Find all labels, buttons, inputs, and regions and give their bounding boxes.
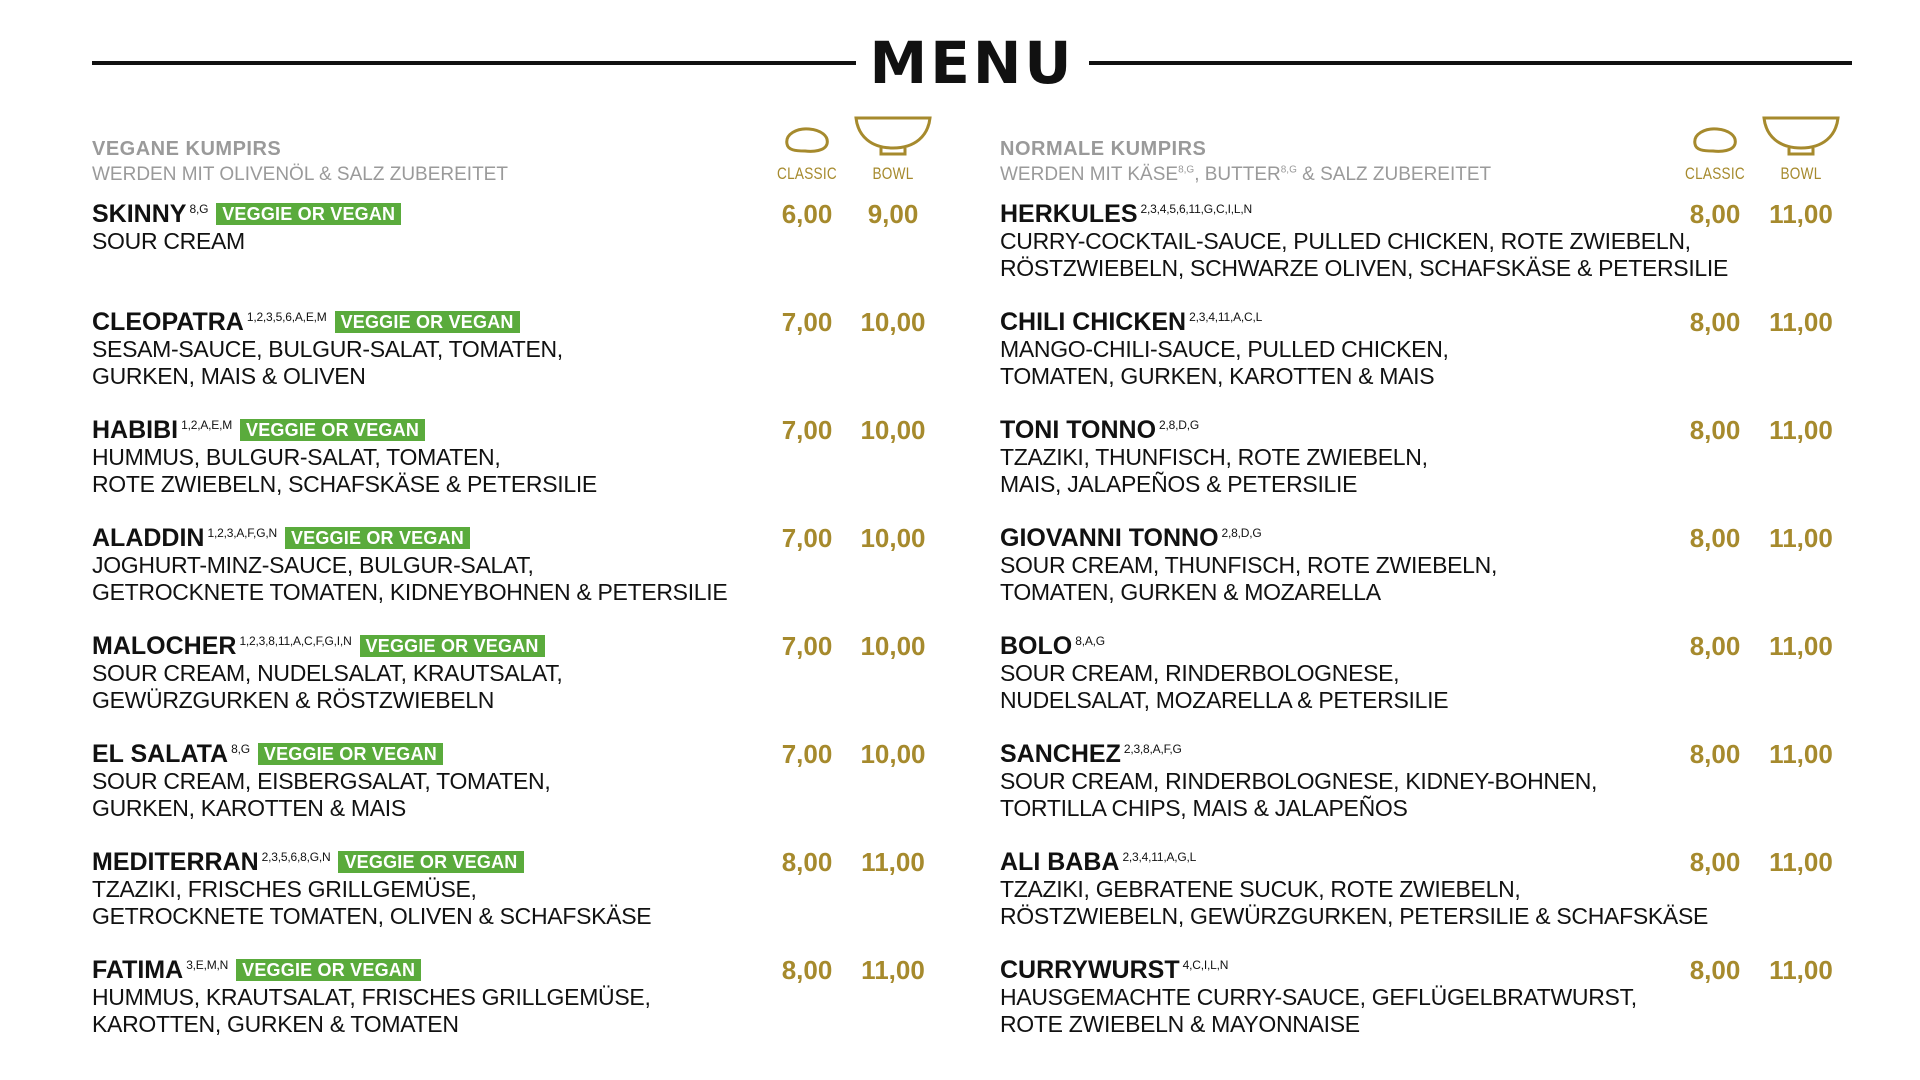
item-name: ALADDIN xyxy=(92,524,205,552)
description-line: GETROCKNETE TOMATEN, KIDNEYBOHNEN & PETERSILIE xyxy=(92,579,728,605)
item-name-line xyxy=(92,416,425,444)
normal-kumpirs-section xyxy=(1000,110,1880,1064)
allergen-codes: 1,2,3,A,F,G,N xyxy=(207,526,277,540)
item-description xyxy=(92,876,651,930)
description-line: SOUR CREAM, NUDELSALAT, KRAUTSALAT, xyxy=(92,660,563,686)
item-description xyxy=(1000,876,1708,930)
section-header xyxy=(92,110,972,200)
item-description xyxy=(1000,768,1597,822)
item-name: HABIBI xyxy=(92,416,179,444)
item-description xyxy=(1000,228,1728,282)
price-classic: 8,00 xyxy=(1689,631,1741,661)
veggie-badge: VEGGIE OR VEGAN xyxy=(216,203,401,225)
price-bowl: 11,00 xyxy=(1769,739,1833,769)
price-classic: 8,00 xyxy=(781,955,833,985)
item-name-line xyxy=(1000,308,1262,336)
item-description xyxy=(92,228,245,255)
allergen-codes: 2,3,4,11,A,C,L xyxy=(1189,310,1263,324)
item-name: MEDITERRAN xyxy=(92,848,259,876)
allergen-codes: 8,G xyxy=(189,202,209,216)
price-classic: 8,00 xyxy=(781,847,833,877)
description-line: TZAZIKI, GEBRATENE SUCUK, ROTE ZWIEBELN, xyxy=(1000,876,1521,902)
veggie-badge: VEGGIE OR VEGAN xyxy=(338,851,523,873)
price-classic: 8,00 xyxy=(1689,739,1741,769)
item-name-line xyxy=(92,524,470,552)
price-bowl: 11,00 xyxy=(1769,631,1833,661)
menu-items-list xyxy=(92,200,972,1064)
description-line: RÖSTZWIEBELN, GEWÜRZGURKEN, PETERSILIE & SCHAFSKÄSE xyxy=(1000,903,1709,929)
section-header xyxy=(1000,110,1880,200)
item-description xyxy=(92,336,563,390)
item-name: CLEOPATRA xyxy=(92,308,244,336)
potato-icon xyxy=(1691,124,1739,154)
allergen-codes: 1,2,3,8,11,A,C,F,G,I,N xyxy=(239,634,352,648)
item-description xyxy=(1000,336,1449,390)
description-line: MAIS, JALAPEÑOS & PETERSILIE xyxy=(1000,471,1358,497)
description-line: GURKEN, KAROTTEN & MAIS xyxy=(92,795,406,821)
item-name-line xyxy=(92,740,443,768)
allergen-codes: 1,2,A,E,M xyxy=(181,418,232,432)
vegan-kumpirs-section xyxy=(92,110,972,1064)
item-description xyxy=(92,444,597,498)
item-description xyxy=(1000,552,1497,606)
price-bowl: 10,00 xyxy=(860,631,926,661)
price-classic: 6,00 xyxy=(781,199,833,229)
price-classic: 8,00 xyxy=(1689,307,1741,337)
price-bowl: 11,00 xyxy=(861,847,925,877)
header-rule-left xyxy=(92,61,856,65)
item-name-line xyxy=(92,200,401,228)
item-name-line xyxy=(92,956,421,984)
item-name-line xyxy=(1000,740,1182,768)
menu-item xyxy=(92,740,972,848)
allergen-codes: 2,8,D,G xyxy=(1221,526,1262,540)
item-description xyxy=(92,768,550,822)
section-subtitle: WERDEN MIT $KÄSE^{8,G}$, $BUTTER^{8,G}$ & SALZ ZUBEREITET xyxy=(1000,164,1492,185)
description-line: SOUR CREAM, THUNFISCH, ROTE ZWIEBELN, xyxy=(1000,552,1498,578)
menu-item xyxy=(92,524,972,632)
description-line: HUMMUS, BULGUR-SALAT, TOMATEN, xyxy=(92,444,501,470)
description-line: SOUR CREAM, EISBERGSALAT, TOMATEN, xyxy=(92,768,551,794)
item-name-line xyxy=(1000,200,1252,228)
price-bowl: 10,00 xyxy=(860,739,926,769)
menu-item xyxy=(1000,956,1880,1064)
description-line: CURRY-COCKTAIL-SAUCE, PULLED CHICKEN, ROTE ZWIEBELN, xyxy=(1000,228,1691,254)
description-line: TOMATEN, GURKEN & MOZARELLA xyxy=(1000,579,1381,605)
item-name: FATIMA xyxy=(92,956,184,984)
allergen-codes: 2,3,4,5,6,11,G,C,I,L,N xyxy=(1140,202,1252,216)
price-classic: 8,00 xyxy=(1689,415,1741,445)
menu-item xyxy=(1000,416,1880,524)
price-classic: 7,00 xyxy=(781,523,833,553)
description-line: SOUR CREAM xyxy=(92,228,245,254)
description-line: TZAZIKI, THUNFISCH, ROTE ZWIEBELN, xyxy=(1000,444,1428,470)
veggie-badge: VEGGIE OR VEGAN xyxy=(236,959,421,981)
price-classic: 7,00 xyxy=(781,739,833,769)
price-bowl: 10,00 xyxy=(860,307,926,337)
item-name-line xyxy=(92,632,545,660)
menu-item xyxy=(1000,632,1880,740)
veggie-badge: VEGGIE OR VEGAN xyxy=(258,743,443,765)
description-line: MANGO-CHILI-SAUCE, PULLED CHICKEN, xyxy=(1000,336,1449,362)
description-line: GEWÜRZGURKEN & RÖSTZWIEBELN xyxy=(92,687,495,713)
price-bowl: 11,00 xyxy=(861,955,925,985)
allergen-codes: 8,G xyxy=(231,742,250,756)
allergen-codes: 2,8,D,G xyxy=(1159,418,1199,432)
item-name-line xyxy=(1000,416,1199,444)
price-classic: 8,00 xyxy=(1689,199,1741,229)
section-subtitle: WERDEN MIT OLIVENÖL & SALZ ZUBEREITET xyxy=(92,164,508,185)
veggie-badge: VEGGIE OR VEGAN xyxy=(335,311,520,333)
allergen-codes: 1,2,3,5,6,A,E,M xyxy=(246,310,327,324)
section-title: VEGANE KUMPIRS xyxy=(92,138,282,160)
allergen-codes: 2,3,4,11,A,G,L xyxy=(1122,850,1197,864)
menu-item xyxy=(1000,848,1880,956)
item-description xyxy=(1000,444,1428,498)
price-classic: 8,00 xyxy=(1689,523,1741,553)
item-name-line xyxy=(1000,524,1261,552)
description-line: KAROTTEN, GURKEN & TOMATEN xyxy=(92,1011,459,1037)
price-bowl: 11,00 xyxy=(1769,523,1833,553)
description-line: NUDELSALAT, MOZARELLA & PETERSILIE xyxy=(1000,687,1449,713)
menu-item xyxy=(92,632,972,740)
description-line: GETROCKNETE TOMATEN, OLIVEN & SCHAFSKÄSE xyxy=(92,903,652,929)
item-description xyxy=(92,660,562,714)
description-line: SESAM-SAUCE, BULGUR-SALAT, TOMATEN, xyxy=(92,336,563,362)
menu-item xyxy=(1000,200,1880,308)
menu-item xyxy=(92,956,972,1064)
menu-item xyxy=(92,848,972,956)
price-bowl: 9,00 xyxy=(867,199,919,229)
description-line: TOMATEN, GURKEN, KAROTTEN & MAIS xyxy=(1000,363,1435,389)
potato-icon xyxy=(783,124,831,154)
item-name: TONI TONNO xyxy=(1000,416,1157,444)
item-name: CURRYWURST xyxy=(1000,956,1180,984)
description-line: GURKEN, MAIS & OLIVEN xyxy=(92,363,366,389)
menu-item xyxy=(1000,740,1880,848)
item-description xyxy=(1000,660,1448,714)
allergen-codes: 8,A,G xyxy=(1075,634,1105,648)
veggie-badge: VEGGIE OR VEGAN xyxy=(285,527,470,549)
page-title: MENU xyxy=(869,29,1075,97)
description-line: JOGHURT-MINZ-SAUCE, BULGUR-SALAT, xyxy=(92,552,534,578)
description-line: TORTILLA CHIPS, MAIS & JALAPEÑOS xyxy=(1000,795,1408,821)
price-bowl: 11,00 xyxy=(1769,199,1833,229)
item-name: MALOCHER xyxy=(92,632,237,660)
allergen-codes: 2,3,5,6,8,G,N xyxy=(261,850,331,864)
allergen-codes: 3,E,M,N xyxy=(186,958,229,972)
classic-label: CLASSIC xyxy=(777,164,837,183)
price-classic: 7,00 xyxy=(781,631,833,661)
menu-item xyxy=(1000,308,1880,416)
item-name: GIOVANNI TONNO xyxy=(1000,524,1219,552)
price-bowl: 11,00 xyxy=(1769,847,1833,877)
price-classic: 7,00 xyxy=(781,415,833,445)
item-name-line xyxy=(92,848,524,876)
item-name-line xyxy=(1000,848,1196,876)
description-line: TZAZIKI, FRISCHES GRILLGEMÜSE, xyxy=(92,876,477,902)
item-name: CHILI CHICKEN xyxy=(1000,308,1187,336)
allergen-codes: 2,3,8,A,F,G xyxy=(1123,742,1182,756)
description-line: SOUR CREAM, RINDERBOLOGNESE, KIDNEY-BOHNEN, xyxy=(1000,768,1598,794)
header-rule-right xyxy=(1089,61,1853,65)
item-name: ALI BABA xyxy=(1000,848,1120,876)
price-bowl: 11,00 xyxy=(1769,307,1833,337)
section-title: NORMALE KUMPIRS xyxy=(1000,138,1207,160)
price-bowl: 10,00 xyxy=(860,523,926,553)
description-line: ROTE ZWIEBELN & MAYONNAISE xyxy=(1000,1011,1360,1037)
description-line: HUMMUS, KRAUTSALAT, FRISCHES GRILLGEMÜSE, xyxy=(92,984,651,1010)
veggie-badge: VEGGIE OR VEGAN xyxy=(360,635,545,657)
bowl-label: BOWL xyxy=(1780,164,1822,183)
item-name: SKINNY xyxy=(92,200,187,228)
description-line: SOUR CREAM, RINDERBOLOGNESE, xyxy=(1000,660,1400,686)
classic-label: CLASSIC xyxy=(1685,164,1745,183)
item-name: BOLO xyxy=(1000,632,1073,660)
price-classic: 8,00 xyxy=(1689,955,1741,985)
price-bowl: 11,00 xyxy=(1769,415,1833,445)
price-classic: 8,00 xyxy=(1689,847,1741,877)
price-classic: 7,00 xyxy=(781,307,833,337)
description-line: ROTE ZWIEBELN, SCHAFSKÄSE & PETERSILIE xyxy=(92,471,597,497)
description-line: HAUSGEMACHTE CURRY-SAUCE, GEFLÜGELBRATWURST, xyxy=(1000,984,1637,1010)
item-name-line xyxy=(1000,956,1228,984)
item-name-line xyxy=(92,308,520,336)
menu-items-list xyxy=(1000,200,1880,1064)
price-bowl: 11,00 xyxy=(1769,955,1833,985)
price-bowl: 10,00 xyxy=(860,415,926,445)
veggie-badge: VEGGIE OR VEGAN xyxy=(240,419,425,441)
menu-header xyxy=(92,28,1852,98)
bowl-icon xyxy=(853,114,933,158)
bowl-icon xyxy=(1761,114,1841,158)
menu-item xyxy=(92,308,972,416)
item-description xyxy=(92,984,651,1038)
item-name-line xyxy=(1000,632,1105,660)
bowl-label: BOWL xyxy=(872,164,914,183)
item-description xyxy=(92,552,727,606)
menu-item xyxy=(92,200,972,308)
description-line: RÖSTZWIEBELN, SCHWARZE OLIVEN, SCHAFSKÄSE & PETERSILIE xyxy=(1000,255,1729,281)
menu-item xyxy=(1000,524,1880,632)
item-name: HERKULES xyxy=(1000,200,1138,228)
menu-item xyxy=(92,416,972,524)
item-name: EL SALATA xyxy=(92,740,229,768)
item-name: SANCHEZ xyxy=(1000,740,1121,768)
item-description xyxy=(1000,984,1637,1038)
allergen-codes: 4,C,I,L,N xyxy=(1182,958,1229,972)
